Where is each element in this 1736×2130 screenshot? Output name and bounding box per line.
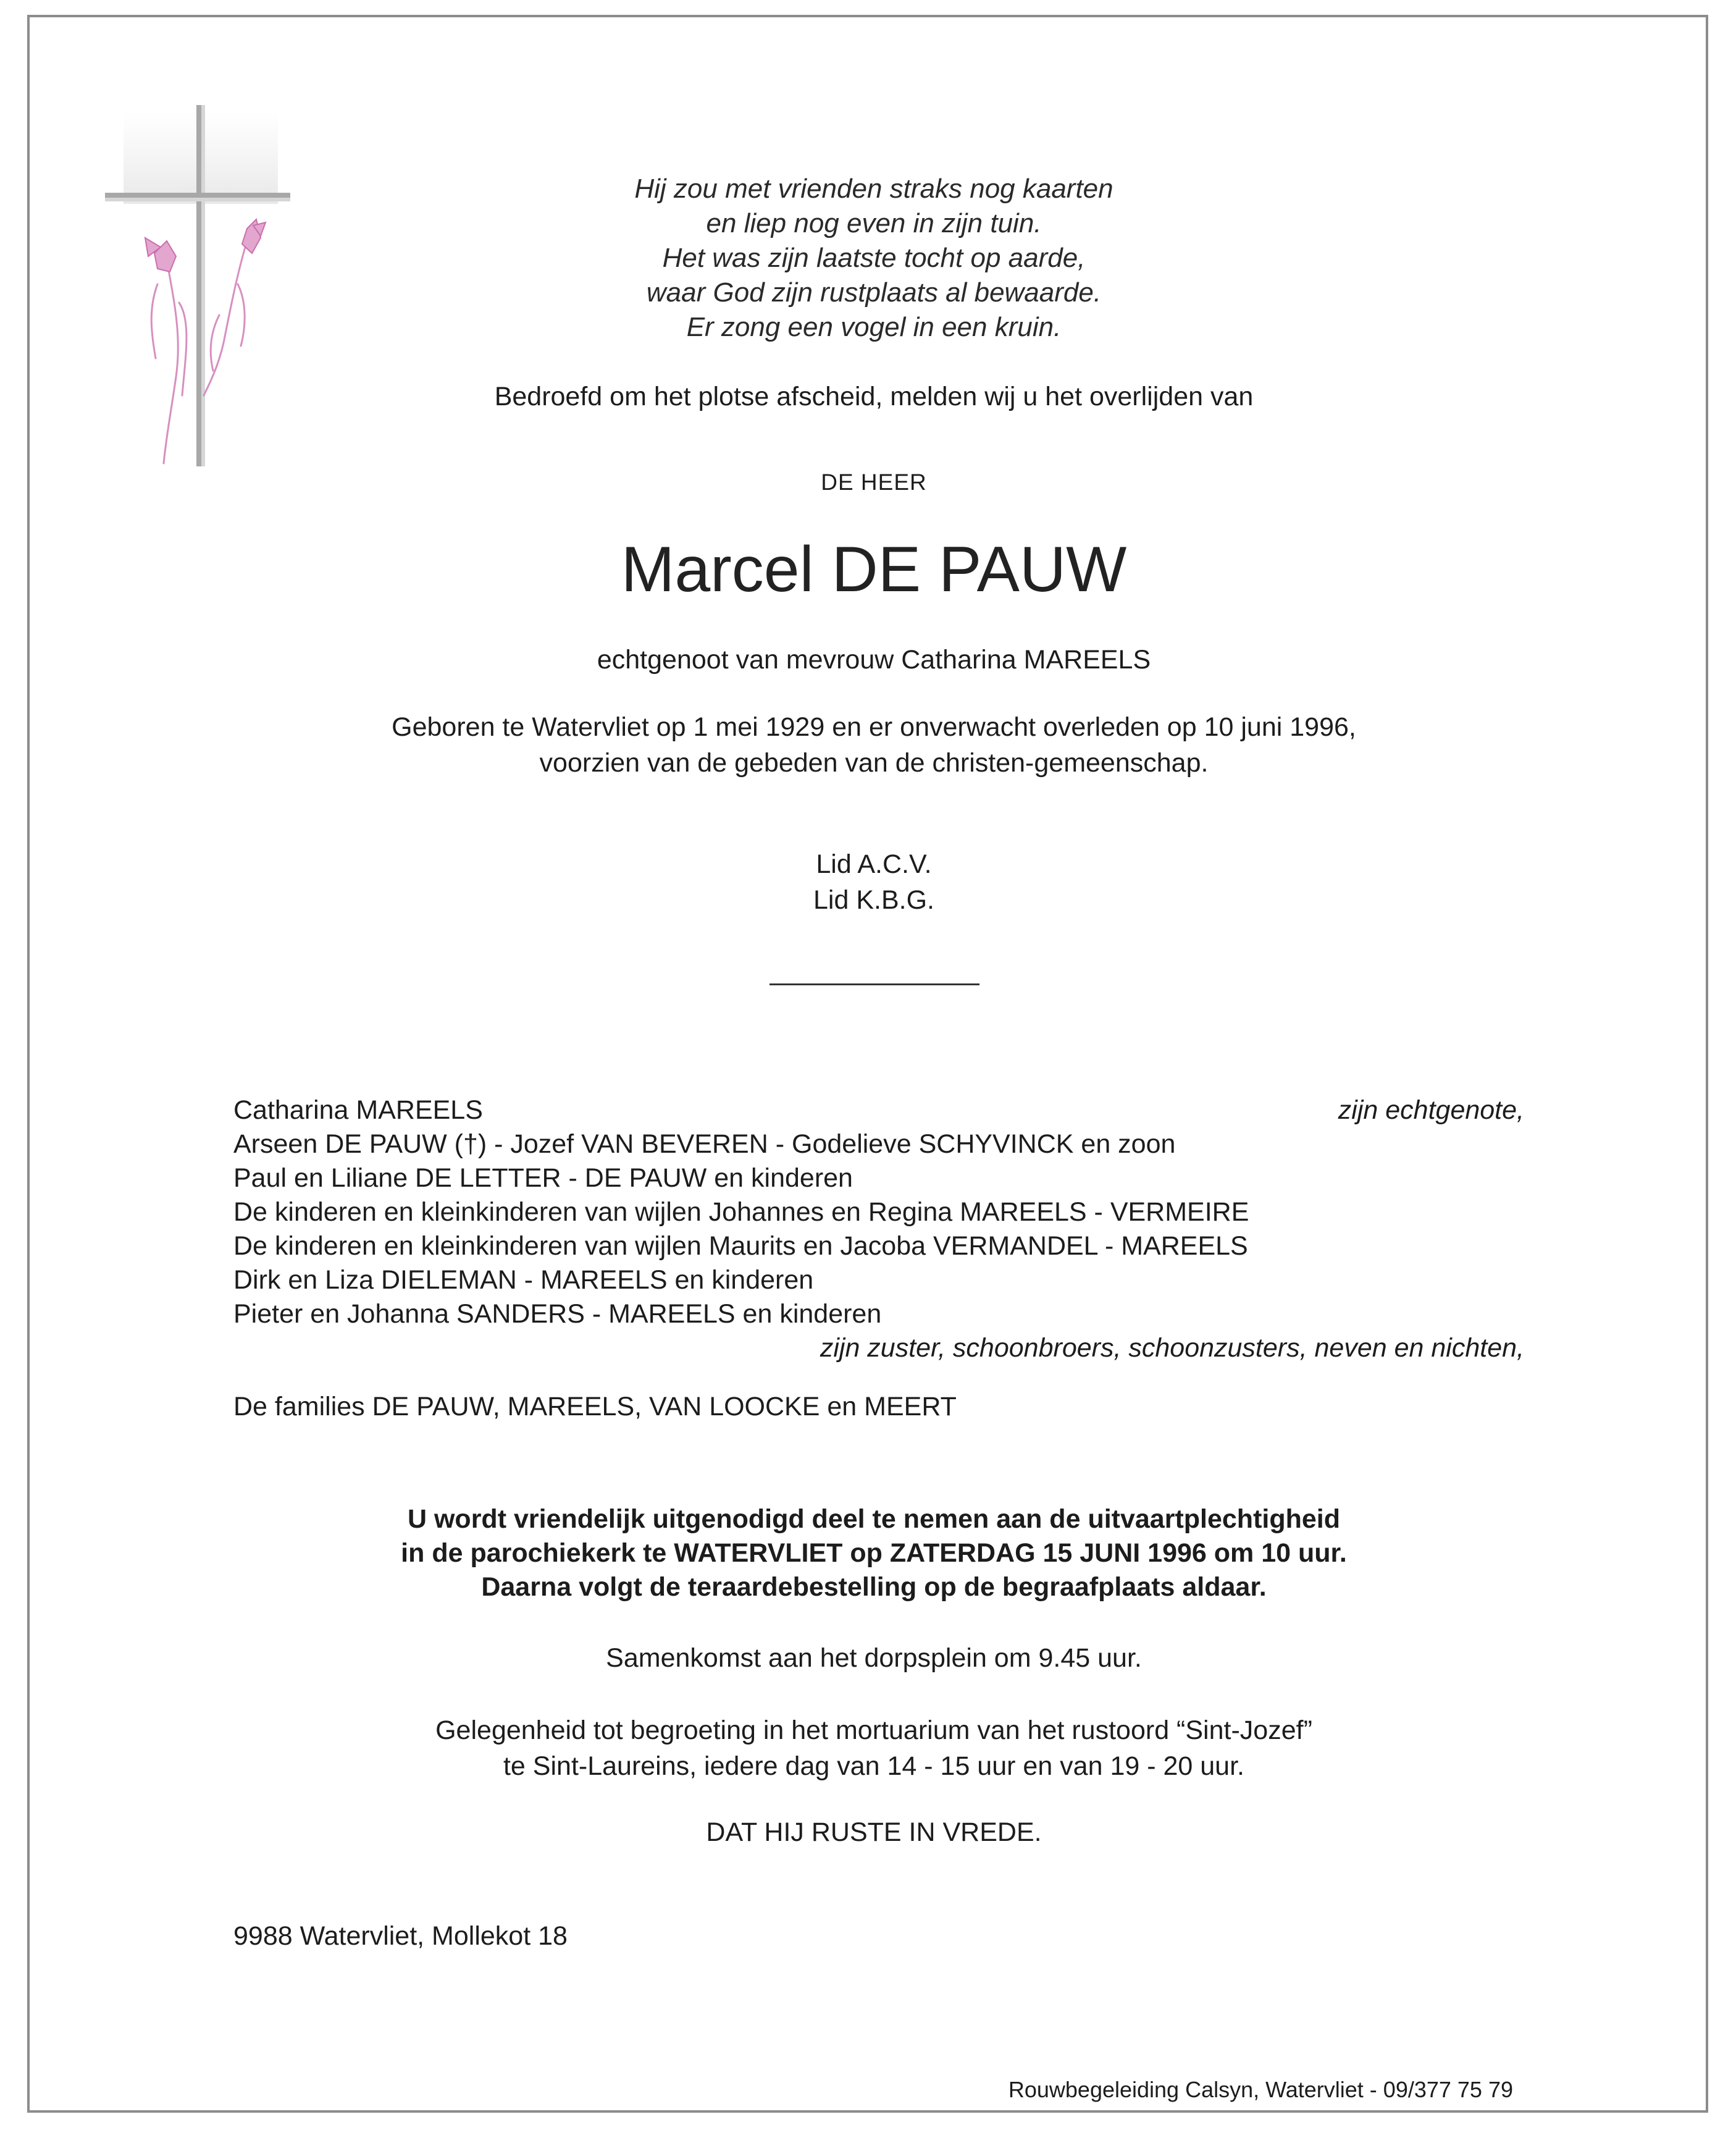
poem-line: Het was zijn laatste tocht op aarde, [662,243,1086,273]
undertaker-contact: Rouwbegeleiding Calsyn, Watervliet - 09/377 75 79 [1008,2077,1513,2102]
funeral-line: U wordt vriendelijk uitgenodigd deel te nemen aan de uitvaartplechtigheid [407,1504,1341,1534]
visitation-line: te Sint-Laureins, iedere dag van 14 - 15 uur en van 19 - 20 uur. [503,1751,1244,1781]
funeral-line: Daarna volgt de teraardebestelling op de begraafplaats aldaar. [481,1572,1267,1602]
relative-line: Dirk en Liza DIELEMAN - MAREELS en kinderen [233,1265,814,1295]
title-prefix: DE HEER [821,469,927,495]
gathering-info: Samenkomst aan het dorpsplein om 9.45 uur. [606,1643,1142,1673]
families-line: De families DE PAUW, MAREELS, VAN LOOCKE en MEERT [233,1392,957,1421]
relatives-role: zijn zuster, schoonbroers, schoonzusters, neven en nichten, [820,1333,1524,1363]
spouse-row [233,1093,1524,1127]
visitation-line: Gelegenheid tot begroeting in het mortuarium van het rustoord “Sint-Jozef” [435,1715,1312,1745]
membership-item: Lid A.C.V. [816,849,932,879]
announcement-intro: Bedroefd om het plotse afscheid, melden wij u het overlijden van [494,382,1254,411]
poem-line: waar God zijn rustplaats al bewaarde. [646,277,1102,308]
poem-line: Er zong een vogel in een kruin. [686,312,1062,342]
visitation-info [185,1712,1562,1784]
memberships [185,846,1562,918]
poem [185,172,1562,345]
relative-line: De kinderen en kleinkinderen van wijlen Johannes en Regina MAREELS - VERMEIRE [233,1197,1249,1227]
poem-line: Hij zou met vrienden straks nog kaarten [634,174,1113,204]
birth-line: Geboren te Watervliet op 1 mei 1929 en er onverwacht overleden op 10 juni 1996, [392,712,1356,742]
poem-line: en liep nog even in zijn tuin. [706,208,1042,238]
divider [769,983,979,985]
relative-line: De kinderen en kleinkinderen van wijlen Maurits en Jacoba VERMANDEL - MAREELS [233,1231,1248,1261]
spouse-role: zijn echtgenote, [1338,1095,1524,1125]
deceased-name: Marcel DE PAUW [621,534,1127,605]
spouse-line: echtgenoot van mevrouw Catharina MAREELS [597,645,1151,675]
funeral-invitation [185,1502,1562,1604]
family-list [233,1093,1524,1424]
relative-line: Paul en Liliane DE LETTER - DE PAUW en kinderen [233,1163,853,1193]
funeral-line: in de parochiekerk te WATERVLIET op ZATERDAG 15 JUNI 1996 om 10 uur. [401,1538,1347,1568]
relative-line: Arseen DE PAUW (†) - Jozef VAN BEVEREN - Godelieve SCHYVINCK en zoon [233,1129,1176,1159]
home-address: 9988 Watervliet, Mollekot 18 [233,1921,568,1951]
birth-death-info [185,709,1562,781]
relative-line: Pieter en Johanna SANDERS - MAREELS en kinderen [233,1299,882,1329]
spouse-name: Catharina MAREELS [233,1095,483,1125]
closing-blessing: DAT HIJ RUSTE IN VREDE. [706,1817,1042,1847]
birth-line: voorzien van de gebeden van de christen-gemeenschap. [539,748,1209,778]
membership-item: Lid K.B.G. [813,885,934,915]
